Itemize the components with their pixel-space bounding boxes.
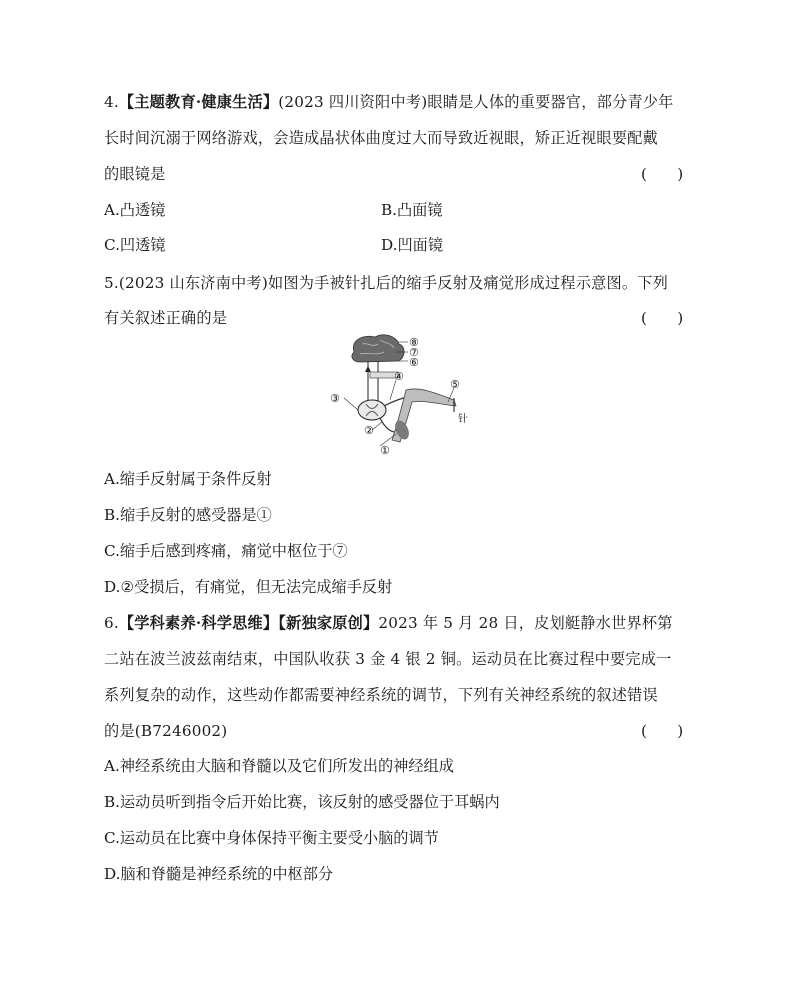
q6-tag-2: 【新独家原创】 bbox=[278, 614, 379, 632]
q5-line2: 有关叙述正确的是 bbox=[104, 309, 228, 327]
q6-line1 bbox=[104, 613, 673, 633]
q6-number: 6. bbox=[104, 614, 119, 632]
q5-option-b: B.缩手反射的感受器是① bbox=[104, 506, 272, 524]
q5-option-d: D.②受损后，有痛觉，但无法完成缩手反射 bbox=[104, 578, 393, 596]
q4-option-c: C.凹透镜 bbox=[104, 236, 166, 254]
q6-answer-bracket: ( ) bbox=[641, 722, 684, 740]
q6-text-1: 2023 年 5 月 28 日，皮划艇静水世界杯第 bbox=[378, 614, 673, 632]
label-4: ④ bbox=[394, 370, 404, 383]
label-2: ② bbox=[364, 424, 374, 437]
q5-answer-bracket: ( ) bbox=[641, 309, 684, 327]
q4-line1 bbox=[104, 92, 674, 112]
q4-number: 4. bbox=[104, 93, 119, 111]
q4-text-1: (2023 四川资阳中考)眼睛是人体的重要器官，部分青少年 bbox=[278, 93, 674, 111]
reflex-diagram bbox=[320, 330, 470, 460]
q4-option-a: A.凸透镜 bbox=[104, 201, 166, 219]
q6-option-d: D.脑和脊髓是神经系统的中枢部分 bbox=[104, 865, 334, 883]
q6-line2: 二站在波兰波兹南结束，中国队收获 3 金 4 银 2 铜。运动员在比赛过程中要完成一 bbox=[104, 650, 672, 668]
q6-option-b: B.运动员听到指令后开始比赛，该反射的感受器位于耳蜗内 bbox=[104, 793, 500, 811]
q4-answer-bracket: ( ) bbox=[641, 165, 684, 183]
q5-line1: 5.(2023 山东济南中考)如图为手被针扎后的缩手反射及痛觉形成过程示意图。下列 bbox=[104, 274, 669, 292]
q4-line3: 的眼镜是 bbox=[104, 165, 166, 183]
label-needle: 针 bbox=[458, 414, 468, 425]
q4-line2: 长时间沉溺于网络游戏，会造成晶状体曲度过大而导致近视眼，矫正近视眼要配戴 bbox=[104, 129, 658, 147]
q6-line4: 的是(B7246002) bbox=[104, 722, 228, 740]
label-1: ① bbox=[380, 444, 390, 457]
label-8: ⑧ bbox=[409, 336, 419, 349]
label-6: ⑥ bbox=[409, 356, 419, 369]
q4-tag: 【主题教育·健康生活】 bbox=[118, 93, 279, 111]
label-7: ⑦ bbox=[409, 346, 419, 359]
spinal-cord bbox=[358, 400, 386, 420]
q5-option-c: C.缩手后感到疼痛，痛觉中枢位于⑦ bbox=[104, 542, 348, 560]
q6-option-a: A.神经系统由大脑和脊髓以及它们所发出的神经组成 bbox=[104, 757, 454, 775]
q6-tag-1: 【学科素养·科学思维】 bbox=[118, 614, 279, 632]
q6-option-c: C.运动员在比赛中身体保持平衡主要受小脑的调节 bbox=[104, 829, 439, 847]
label-5: ⑤ bbox=[450, 378, 460, 391]
q4-option-d: D.凹面镜 bbox=[381, 236, 444, 254]
brain-shape bbox=[352, 335, 404, 362]
q4-option-b: B.凸面镜 bbox=[381, 201, 443, 219]
q6-line3: 系列复杂的动作，这些动作都需要神经系统的调节，下列有关神经系统的叙述错误 bbox=[104, 686, 658, 704]
q5-option-a: A.缩手反射属于条件反射 bbox=[104, 470, 272, 488]
label-3: ③ bbox=[330, 392, 340, 405]
